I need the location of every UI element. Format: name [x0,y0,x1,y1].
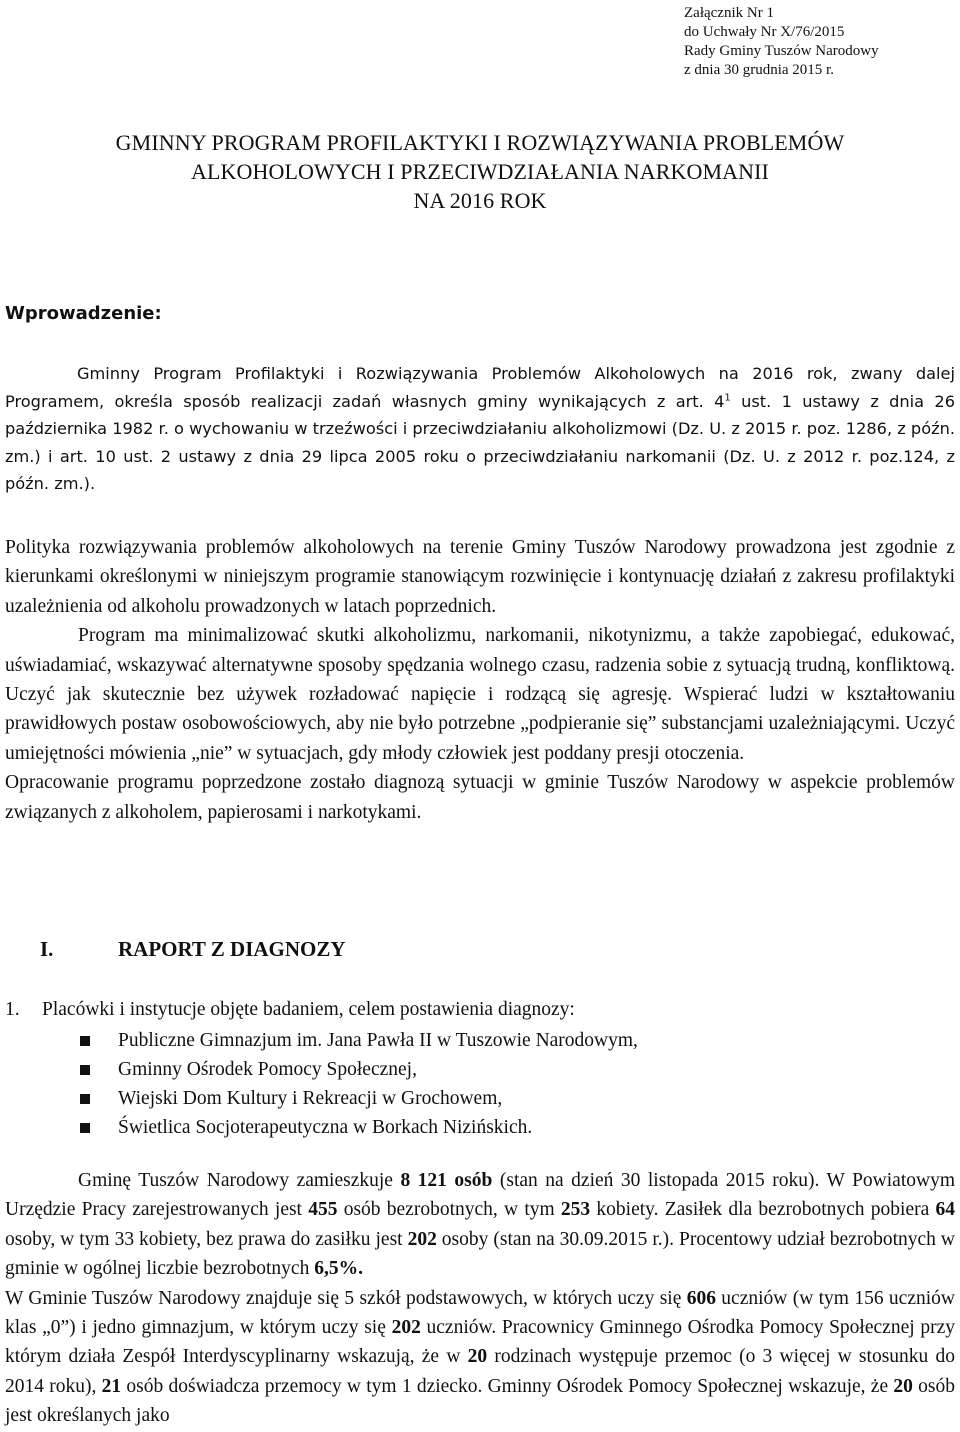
attachment-note [684,4,879,80]
section-number: I. [40,937,54,961]
superscript: 1 [724,392,731,404]
list-item: Świetlica Socjoterapeutyczna w Borkach Nizińskich. [80,1113,638,1142]
intro-text: Gminny Program Profilaktyki i Rozwiązywania Problemów Alkoholowych na 2016 rok, zwany dalej Programem, określa sposób realizacji zadań własnych gminy wynikających z art. 4 [5,364,955,411]
list-item: Gminny Ośrodek Pomocy Społecznej, [80,1055,638,1084]
statistics-text [5,1166,955,1431]
section-title: RAPORT Z DIAGNOZY [118,937,346,961]
attachment-line: do Uchwały Nr X/76/2015 [684,24,845,40]
list-intro-text: Placówki i instytucje objęte badaniem, celem postawienia diagnozy: [42,999,575,1020]
title-line: GMINNY PROGRAM PROFILAKTYKI I ROZWIĄZYWANIA PROBLEMÓW [115,130,845,155]
bullet-square-icon [80,1065,90,1075]
title-line: ALKOHOLOWYCH I PRZECIWDZIAŁANIA NARKOMANII [191,159,769,184]
paragraph: Gminę Tuszów Narodowy zamieszkuje 8 121 osób (stan na dzień 30 listopada 2015 roku). W Powiatowym Urzędzie Pracy zarejestrowanych jest 455 osób bezrobotnych, w tym 253 kobiety. Zasiłek dla bezrobotnych pobiera 64 osoby, w tym 33 kobiety, bez prawa do zasiłku jest 202 osoby (stan na 30.09.2015 r.). Procentowy udział bezrobotnych w gminie w ogólnej liczbie bezrobotnych 6,5%. [5,1170,956,1280]
paragraph: Polityka rozwiązywania problemów alkoholowych na terenie Gminy Tuszów Narodowy prowadzona jest zgodnie z kierunkami określonymi w niniejszym programie stanowiącym rozwinięcie i kontynuację działań z zakresu profilaktyki uzależnienia od alkoholu prowadzonych w latach poprzednich. [5,537,955,617]
document-title [0,128,960,215]
section-heading [40,937,346,962]
attachment-line: z dnia 30 grudnia 2015 r. [684,62,834,78]
paragraph: Opracowanie programu poprzedzone zostało diagnozą sytuacji w gminie Tuszów Narodowy w aspekcie problemów związanych z alkoholem, papierosami i narkotykami. [5,772,955,823]
bullet-square-icon [80,1094,90,1104]
list-item: Wiejski Dom Kultury i Rekreacji w Grochowem, [80,1084,638,1113]
intro-text: ust. 1 ustawy z dnia 26 października 1982 r. o wychowaniu w trzeźwości i przeciwdziałaniu alkoholizmowi (Dz. U. z 2015 r. poz. 1286, z późn. zm.) i art. 10 ust. 2 ustawy z dnia 29 lipca 2005 roku o przeciwdziałaniu narkomanii (Dz. U. z 2012 r. poz.124, z późn. zm.). [5,391,956,493]
intro-heading: Wprowadzenie: [5,303,162,324]
list-number: 1. [5,999,20,1020]
attachment-line: Załącznik Nr 1 [684,5,774,21]
intro-paragraph [5,360,955,498]
paragraph: W Gminie Tuszów Narodowy znajduje się 5 szkół podstawowych, w których uczy się 606 uczniów (w tym 156 uczniów klas „0”) i jedno gimnazjum, w którym uczy się 202 uczniów. Pracownicy Gminnego Ośrodka Pomocy Społecznej przy którym działa Zespół Interdyscyplinarny wskazują, że w 20 rodzinach występuje przemoc (o 3 więcej w stosunku do 2014 roku), 21 osób doświadcza przemocy w tym 1 dziecko. Gminny Ośrodek Pomocy Społecznej wskazuje, że 20 osób jest określanych jako [5,1287,956,1427]
title-line: NA 2016 ROK [413,188,547,213]
institution-list [80,1026,638,1142]
bullet-square-icon [80,1123,90,1133]
list-item: Publiczne Gimnazjum im. Jana Pawła II w Tuszowie Narodowym, [80,1026,638,1055]
list-intro [5,999,575,1021]
body-text [5,533,955,827]
attachment-line: Rady Gminy Tuszów Narodowy [684,43,879,59]
bullet-square-icon [80,1036,90,1046]
paragraph: Program ma minimalizować skutki alkoholizmu, narkomanii, nikotynizmu, a także zapobiegać, edukować, uświadamiać, wskazywać alternatywne sposoby spędzania wolnego czasu, radzenia sobie z sytuacją trudną, konfliktową. Uczyć jak skutecznie bez używek rozładować napięcie i rodzącą się agresję. Wspierać ludzi w kształtowaniu prawidłowych postaw osobowościowych, aby nie było potrzebne „podpieranie się” substancjami uzależniającymi. Uczyć umiejętności mówienia „nie” w sytuacjach, gdy młody człowiek jest poddany presji otoczenia. [5,625,955,764]
